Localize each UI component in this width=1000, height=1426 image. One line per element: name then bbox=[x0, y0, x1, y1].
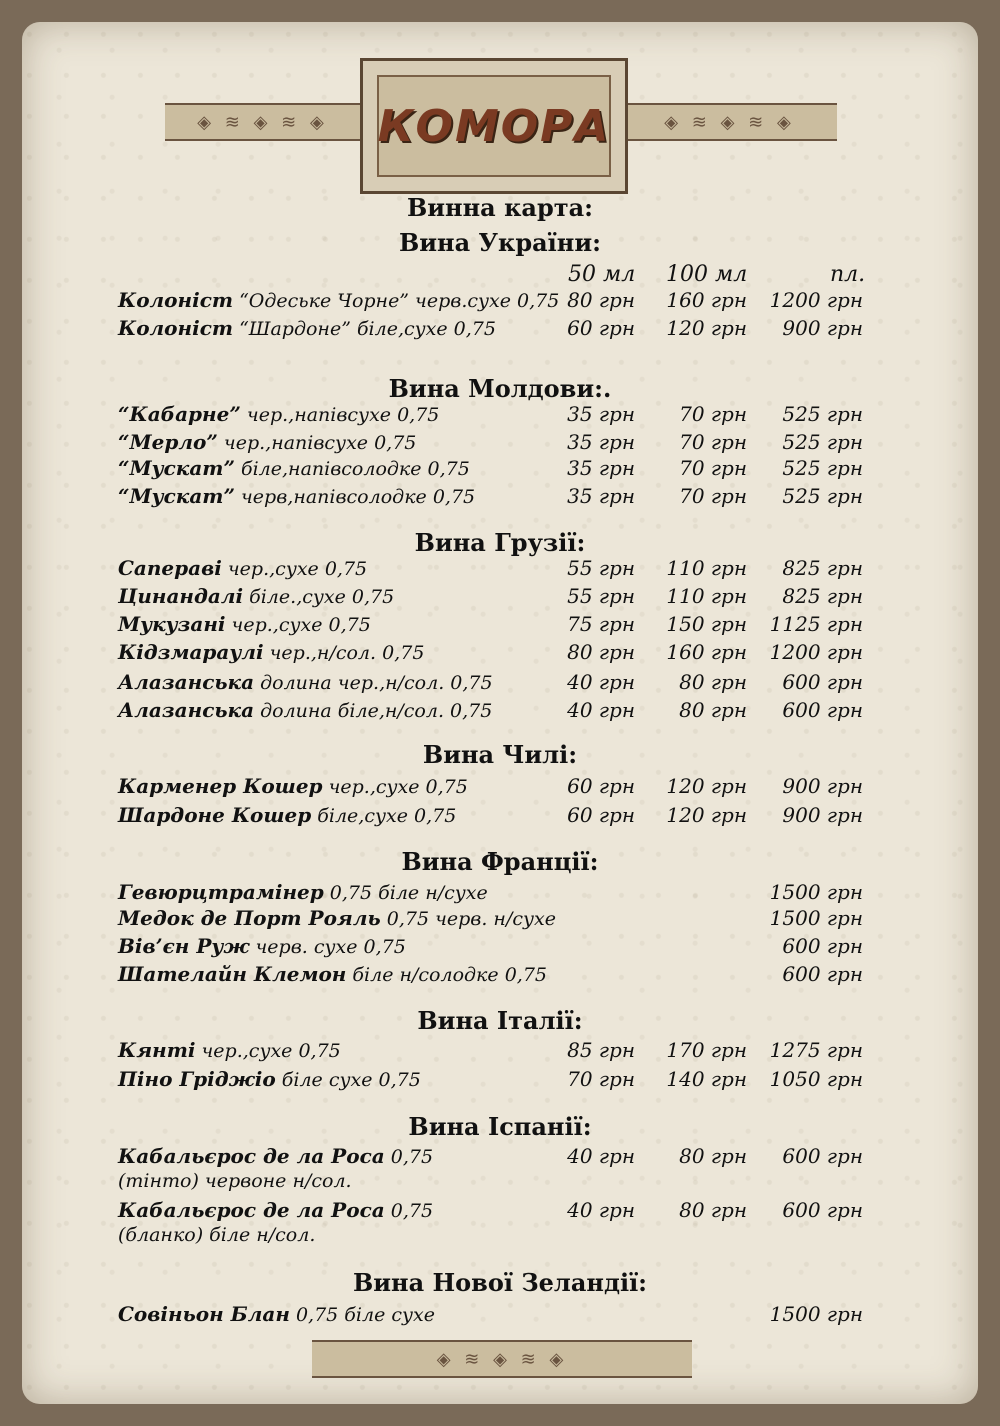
price-100ml: 80 грн bbox=[679, 1144, 747, 1168]
wine-row bbox=[118, 1198, 863, 1226]
wine-description: “Одеське Чорне” черв.сухе 0,75 bbox=[233, 290, 560, 312]
section-title: Вина Чилі: bbox=[422, 740, 578, 769]
wine-name bbox=[118, 402, 439, 426]
wine-description: 0,75 біле сухе bbox=[289, 1304, 435, 1326]
price-bottle: 600 грн bbox=[782, 670, 863, 694]
wine-row bbox=[118, 880, 863, 908]
wine-name bbox=[118, 698, 492, 722]
wine-row bbox=[118, 402, 863, 430]
wine-title: Медок де Порт Рояль bbox=[118, 906, 381, 930]
price-100ml: 110 грн bbox=[666, 556, 747, 580]
column-header-bottle: пл. bbox=[830, 262, 866, 287]
wine-description: чер.,напівсухе 0,75 bbox=[240, 404, 440, 426]
price-50ml: 85 грн bbox=[567, 1038, 635, 1062]
section-title: Вина Іспанії: bbox=[408, 1112, 592, 1141]
price-bottle: 525 грн bbox=[782, 456, 863, 480]
wine-row bbox=[118, 456, 863, 484]
wine-name bbox=[118, 1067, 421, 1091]
wine-title: “Кабарне” bbox=[118, 402, 241, 426]
logo-frame bbox=[360, 58, 628, 194]
wine-name bbox=[118, 1144, 433, 1168]
wine-description: біле н/солодке 0,75 bbox=[346, 964, 547, 986]
wine-row bbox=[118, 484, 863, 512]
price-100ml: 120 грн bbox=[666, 316, 747, 340]
price-50ml: 80 грн bbox=[567, 288, 635, 312]
wine-title: Колоніст bbox=[118, 316, 234, 340]
price-50ml: 35 грн bbox=[567, 430, 635, 454]
top-ornament-right: ◈ ≋ ◈ ≋ ◈ bbox=[622, 103, 837, 141]
price-bottle: 600 грн bbox=[782, 962, 863, 986]
price-bottle: 525 грн bbox=[782, 430, 863, 454]
section-title: Вина Молдови:. bbox=[388, 374, 612, 403]
wine-description: чер.,сухе 0,75 bbox=[322, 776, 468, 798]
wine-row bbox=[118, 962, 863, 990]
wine-name bbox=[118, 962, 547, 986]
wine-description: чер.,н/сол. 0,75 bbox=[263, 642, 425, 664]
column-header-100ml: 100 мл bbox=[666, 262, 748, 287]
wine-name bbox=[118, 670, 493, 694]
price-bottle: 1200 грн bbox=[769, 640, 863, 664]
price-100ml: 80 грн bbox=[679, 670, 747, 694]
wine-row bbox=[118, 612, 863, 640]
price-bottle: 1500 грн bbox=[769, 1302, 863, 1326]
wine-row bbox=[118, 584, 863, 612]
price-50ml: 40 грн bbox=[567, 1198, 635, 1222]
price-100ml: 110 грн bbox=[666, 584, 747, 608]
price-50ml: 60 грн bbox=[567, 774, 635, 798]
wine-title: Кідзмараулі bbox=[118, 640, 264, 664]
wine-title: Кабальєрос де ла Роса bbox=[118, 1144, 385, 1168]
wine-description: чер.,сухе 0,75 bbox=[225, 614, 371, 636]
price-100ml: 120 грн bbox=[666, 803, 747, 827]
price-bottle: 525 грн bbox=[782, 484, 863, 508]
price-bottle: 1500 грн bbox=[769, 906, 863, 930]
wine-description: чер.,напівсухе 0,75 bbox=[217, 432, 417, 454]
price-50ml: 40 грн bbox=[567, 1144, 635, 1168]
price-bottle: 600 грн bbox=[782, 1198, 863, 1222]
price-bottle: 900 грн bbox=[782, 316, 863, 340]
wine-row bbox=[118, 906, 863, 934]
price-100ml: 120 грн bbox=[666, 774, 747, 798]
price-50ml: 40 грн bbox=[567, 698, 635, 722]
wine-title: Шардоне Кошер bbox=[118, 803, 312, 827]
price-100ml: 70 грн bbox=[679, 484, 747, 508]
price-100ml: 170 грн bbox=[666, 1038, 747, 1062]
wine-name bbox=[118, 803, 456, 827]
wine-title: Кянті bbox=[118, 1038, 196, 1062]
wine-row bbox=[118, 774, 863, 802]
wine-row bbox=[118, 803, 863, 831]
wine-row bbox=[118, 1144, 863, 1172]
price-100ml: 150 грн bbox=[666, 612, 747, 636]
price-50ml: 60 грн bbox=[567, 803, 635, 827]
wine-description: біле.,сухе 0,75 bbox=[243, 586, 395, 608]
wine-row bbox=[118, 430, 863, 458]
price-bottle: 900 грн bbox=[782, 774, 863, 798]
wine-title: “Мерло” bbox=[118, 430, 218, 454]
wine-name bbox=[118, 430, 416, 454]
price-50ml: 75 грн bbox=[567, 612, 635, 636]
restaurant-logo: КОМОРА bbox=[377, 100, 611, 152]
section-title: Вина України: bbox=[398, 228, 602, 257]
section-title: Вина Нової Зеландії: bbox=[352, 1268, 648, 1297]
wine-description: черв,напівсолодке 0,75 bbox=[234, 486, 476, 508]
wine-title: Піно Гріджіо bbox=[118, 1067, 276, 1091]
price-50ml: 55 грн bbox=[567, 556, 635, 580]
wine-row bbox=[118, 1038, 863, 1066]
price-50ml: 35 грн bbox=[567, 402, 635, 426]
wine-title: Вів’єн Руж bbox=[118, 934, 250, 958]
price-bottle: 600 грн bbox=[782, 934, 863, 958]
wine-name bbox=[118, 880, 488, 904]
logo-inner bbox=[377, 75, 611, 177]
price-bottle: 600 грн bbox=[782, 1144, 863, 1168]
price-50ml: 70 грн bbox=[567, 1067, 635, 1091]
wine-subtitle: (бланко) біле н/сол. bbox=[118, 1224, 316, 1246]
wine-name bbox=[118, 484, 475, 508]
wine-title: Шателайн Клемон bbox=[118, 962, 347, 986]
price-bottle: 600 грн bbox=[782, 698, 863, 722]
price-bottle: 1275 грн bbox=[769, 1038, 863, 1062]
price-100ml: 70 грн bbox=[679, 430, 747, 454]
price-bottle: 1125 грн bbox=[769, 612, 863, 636]
wine-description: “Шардоне” біле,сухе 0,75 bbox=[233, 318, 496, 340]
wine-name bbox=[118, 288, 559, 312]
section-title: Вина Грузії: bbox=[414, 528, 586, 557]
wine-description: 0,75 bbox=[384, 1200, 434, 1222]
wine-subtitle: (тінто) червоне н/сол. bbox=[118, 1170, 352, 1192]
wine-description: 0,75 черв. н/сухе bbox=[380, 908, 556, 930]
wine-description: 0,75 bbox=[384, 1146, 434, 1168]
wine-title: Сапераві bbox=[118, 556, 222, 580]
price-bottle: 1050 грн bbox=[769, 1067, 863, 1091]
wine-name bbox=[118, 1198, 433, 1222]
price-100ml: 80 грн bbox=[679, 698, 747, 722]
wine-title: Цинандалі bbox=[118, 584, 244, 608]
price-50ml: 35 грн bbox=[567, 456, 635, 480]
price-100ml: 160 грн bbox=[666, 640, 747, 664]
top-ornament-left: ◈ ≋ ◈ ≋ ◈ bbox=[165, 103, 360, 141]
price-bottle: 825 грн bbox=[782, 584, 863, 608]
bottom-ornament: ◈ ≋ ◈ ≋ ◈ bbox=[312, 1340, 692, 1378]
column-header-50ml: 50 мл bbox=[568, 262, 636, 287]
wine-name bbox=[118, 774, 468, 798]
price-100ml: 70 грн bbox=[679, 402, 747, 426]
wine-title: “Мускат” bbox=[118, 484, 235, 508]
price-50ml: 40 грн bbox=[567, 670, 635, 694]
wine-title: Кабальєрос де ла Роса bbox=[118, 1198, 385, 1222]
wine-description: черв. сухе 0,75 bbox=[249, 936, 406, 958]
wine-title: Карменер Кошер bbox=[118, 774, 323, 798]
wine-row bbox=[118, 698, 863, 726]
price-bottle: 1500 грн bbox=[769, 880, 863, 904]
wine-title: Алазанська bbox=[118, 670, 255, 694]
wine-name bbox=[118, 1038, 341, 1062]
wine-title: Мукузані bbox=[118, 612, 226, 636]
wine-name bbox=[118, 556, 367, 580]
wine-row bbox=[118, 288, 863, 316]
wine-name bbox=[118, 316, 496, 340]
wine-description: чер.,сухе 0,75 bbox=[221, 558, 368, 580]
wine-name bbox=[118, 612, 371, 636]
wine-name bbox=[118, 640, 424, 664]
price-50ml: 80 грн bbox=[567, 640, 635, 664]
wine-description: долина біле,н/сол. 0,75 bbox=[254, 700, 493, 722]
wine-title: Алазанська bbox=[118, 698, 255, 722]
section-title: Вина Франції: bbox=[401, 847, 599, 876]
section-title: Вина Італії: bbox=[417, 1006, 583, 1035]
wine-row bbox=[118, 556, 863, 584]
price-bottle: 825 грн bbox=[782, 556, 863, 580]
wine-name bbox=[118, 906, 556, 930]
wine-title: Гевюрцтрамінер bbox=[118, 880, 324, 904]
price-100ml: 140 грн bbox=[666, 1067, 747, 1091]
price-100ml: 70 грн bbox=[679, 456, 747, 480]
price-50ml: 60 грн bbox=[567, 316, 635, 340]
price-bottle: 525 грн bbox=[782, 402, 863, 426]
wine-description: біле,сухе 0,75 bbox=[311, 805, 457, 827]
wine-row bbox=[118, 316, 863, 344]
price-bottle: 900 грн bbox=[782, 803, 863, 827]
price-50ml: 55 грн bbox=[567, 584, 635, 608]
price-100ml: 80 грн bbox=[679, 1198, 747, 1222]
wine-description: чер.,сухе 0,75 bbox=[195, 1040, 341, 1062]
wine-title: “Мускат” bbox=[118, 456, 235, 480]
wine-name bbox=[118, 934, 406, 958]
price-bottle: 1200 грн bbox=[769, 288, 863, 312]
wine-description: біле сухе 0,75 bbox=[275, 1069, 421, 1091]
wine-row bbox=[118, 934, 863, 962]
price-100ml: 160 грн bbox=[666, 288, 747, 312]
wine-row bbox=[118, 670, 863, 698]
wine-row bbox=[118, 1067, 863, 1095]
wine-name bbox=[118, 1302, 435, 1326]
wine-name bbox=[118, 584, 394, 608]
wine-title: Колоніст bbox=[118, 288, 234, 312]
wine-description: біле,напівсолодке 0,75 bbox=[234, 458, 470, 480]
wine-description: 0,75 біле н/сухе bbox=[323, 882, 488, 904]
wine-row bbox=[118, 1302, 863, 1330]
wine-row bbox=[118, 640, 863, 668]
wine-title: Совіньон Блан bbox=[118, 1302, 290, 1326]
menu-title: Винна карта: bbox=[406, 193, 594, 222]
price-50ml: 35 грн bbox=[567, 484, 635, 508]
wine-description: долина чер.,н/сол. 0,75 bbox=[254, 672, 493, 694]
wine-name bbox=[118, 456, 470, 480]
